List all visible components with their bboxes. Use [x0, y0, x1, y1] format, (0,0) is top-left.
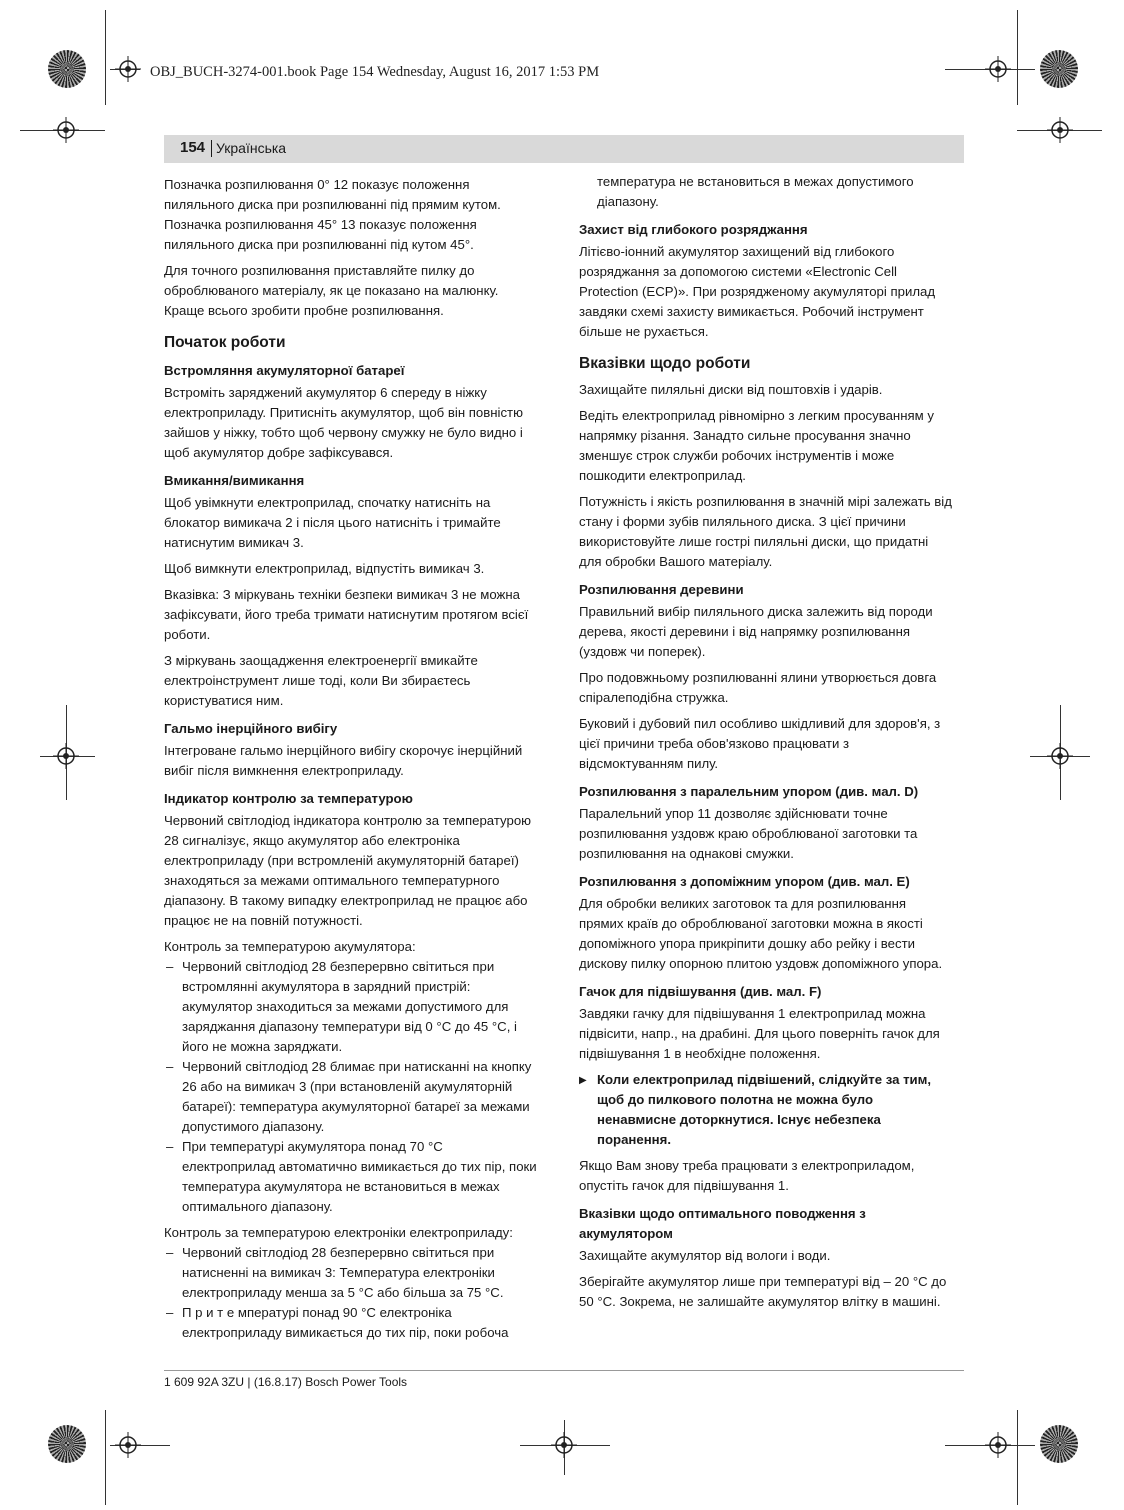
header-language: Українська: [216, 140, 287, 156]
registration-mark-icon: [551, 1432, 577, 1458]
paragraph: Позначка розпилювання 0° 12 показує положення пиляльного диска при розпилюванні під прямим кутом. Позначка розпилювання 45° 13 показує положення пиляльного диска при розпилюванні під кутом 45°.: [164, 177, 501, 252]
paragraph: Захищайте акумулятор від вологи і води.: [579, 1248, 831, 1263]
paragraph: Контроль за температурою електроніки електроприладу:: [164, 1225, 513, 1240]
header-divider: [211, 140, 212, 157]
list-item: – П р и т е мпературі понад 90 °C електроніка електроприладу вимикається до тих пір, поки робоча: [164, 1303, 539, 1343]
subheading: Встромляння акумуляторної батареї: [164, 363, 405, 378]
subheading: Вмикання/вимикання: [164, 473, 305, 488]
electronics-temperature-list: [164, 1243, 539, 1343]
paragraph: Якщо Вам знову треба працювати з електроприладом, опустіть гачок для підвішування 1.: [579, 1158, 915, 1193]
paragraph: З міркувань заощадження електроенергії вмикайте електроінструмент лише тоді, коли Ви збираєтесь користуватися ним.: [164, 653, 478, 708]
registration-mark-icon: [1047, 743, 1073, 769]
warning-note: ▶ Коли електроприлад підвішений, слідкуйте за тим, щоб до пилкового полотна не можна було ненавмисне доторкнутися. Існує небезпека поранення.: [579, 1070, 954, 1150]
page-header: [164, 135, 964, 163]
paragraph: температура не встановиться в межах допустимого діапазону.: [597, 174, 914, 209]
paragraph: Інтегроване гальмо інерційного вибігу скорочує інерційний вибіг після вимкнення електроприладу.: [164, 743, 523, 778]
page-footer: 1 609 92A 3ZU | (16.8.17) Bosch Power Tools: [164, 1375, 408, 1389]
paragraph: Потужність і якість розпилювання в значній мірі залежать від стану і форми зубів пиляльного диска. З цієї причини використовуйте лише гострі пиляльні диски, що придатні для обробки Вашого матеріалу.: [579, 494, 952, 569]
registration-mark-icon: [985, 56, 1011, 82]
footer-rule: [164, 1370, 964, 1371]
paragraph: Зберігайте акумулятор лише при температурі від – 20 °C до 50 °C. Зокрема, не залишайте акумулятор влітку в машині.: [579, 1274, 947, 1309]
subheading: Розпилювання деревини: [579, 582, 744, 597]
subheading: Гальмо інерційного вибігу: [164, 721, 338, 736]
paragraph: Паралельний упор 11 дозволяє здійснювати точне розпилювання уздовж краю оброблюваної заготовки та розпилювання на однакові смужки.: [579, 806, 918, 861]
color-target-icon: [1040, 1425, 1078, 1463]
paragraph: Про подовжньому розпилюванні ялини утворюється довга спіралеподібна стружка.: [579, 670, 937, 705]
paragraph: Щоб вимкнути електроприлад, відпустіть вимикач 3.: [164, 561, 485, 576]
subheading: Розпилювання з паралельним упором (див. мал. D): [579, 784, 919, 799]
list-item: – Червоний світлодіод 28 блимає при натисканні на кнопку 26 або на вимикач 3 (при встановленій акумуляторній батареї): температура акумуляторної батареї за межами допустимого діапазону.: [164, 1057, 539, 1137]
registration-mark-icon: [53, 743, 79, 769]
subheading: Розпилювання з допоміжним упором (див. мал. E): [579, 874, 910, 889]
registration-mark-icon: [115, 1432, 141, 1458]
paragraph: Літієво-іонний акумулятор захищений від глибокого розряджання за допомогою системи «Electronic Cell Protection (ECP)». При розрядженому акумуляторі прилад завдяки схемі захисту вимикається. Робочий інструмент більше не рухається.: [579, 244, 936, 339]
paragraph: Буковий і дубовий пил особливо шкідливий для здоров'я, з цієї причини треба обов'язково працювати з відсмоктуванням пилу.: [579, 716, 941, 771]
paragraph: Для точного розпилювання приставляйте пилку до оброблюваного матеріалу, як це показано на малюнку. Краще всього зробити пробне розпилювання.: [164, 263, 499, 318]
paragraph: Вказівка: З міркувань техніки безпеки вимикач 3 не можна зафіксувати, його треба тримати натиснутим протягом всієї роботи.: [164, 587, 529, 642]
crop-mark: [1017, 1410, 1018, 1505]
paragraph: Для обробки великих заготовок та для розпилювання прямих країв до оброблюваної заготовки можна в якості допоміжного упора прикріпити дошку або рейку і вести дискову пилку опорною плитою уздовж допоміжного упора.: [579, 896, 943, 971]
registration-mark-icon: [1047, 117, 1073, 143]
paragraph: Контроль за температурою акумулятора:: [164, 939, 416, 954]
paragraph: Червоний світлодіод індикатора контролю за температурою 28 сигналізує, якщо акумулятор або електроніка електроприладу (при встромленій акумуляторній батареї) знаходяться за межами оптимального температурного діапазону. В такому випадку електроприлад не працює або працює не на повній потужності.: [164, 813, 532, 928]
subheading: Захист від глибокого розряджання: [579, 222, 808, 237]
subheading: Гачок для підвішування (див. мал. F): [579, 984, 822, 999]
list-item: – Червоний світлодіод 28 безперервно світиться при натисненні на вимикач 3: Температура електроніки електроприладу менша за 5 °C або більша за 75 °C.: [164, 1243, 539, 1303]
registration-mark-icon: [115, 56, 141, 82]
color-target-icon: [1040, 50, 1078, 88]
color-target-icon: [48, 1425, 86, 1463]
crop-mark: [105, 1410, 106, 1505]
paragraph: Правильний вибір пиляльного диска залежить від породи дерева, якості деревини і від напрямку розпилювання (уздовж чи поперек).: [579, 604, 933, 659]
section-heading: Початок роботи: [164, 334, 286, 351]
paragraph: Встроміть заряджений акумулятор 6 спереду в ніжку електроприладу. Притисніть акумулятор, щоб він повністю зайшов у ніжку, тобто щоб червону смужку не було видно і щоб акумулятор добре зафіксувався.: [164, 385, 523, 460]
page-number: 154: [180, 139, 206, 156]
battery-temperature-list: [164, 957, 539, 1217]
left-column: [164, 175, 539, 1349]
paragraph: Захищайте пиляльні диски від поштовхів і ударів.: [579, 382, 883, 397]
crop-mark: [105, 10, 106, 105]
paragraph: Завдяки гачку для підвішування 1 електроприлад можна підвісити, напр., на драбині. Для цього поверніть гачок для підвішування 1 в необхідне положення.: [579, 1006, 940, 1061]
registration-mark-icon: [985, 1432, 1011, 1458]
color-target-icon: [48, 50, 86, 88]
right-column: [579, 172, 954, 1318]
list-item: – При температурі акумулятора понад 70 °C електроприлад автоматично вимикається до тих пір, поки температура акумулятора не встановиться в межах оптимального діапазону.: [164, 1137, 539, 1217]
subheading: Індикатор контролю за температурою: [164, 791, 413, 806]
paragraph: Ведіть електроприлад рівномірно з легким просуванням у напрямку різання. Занадто сильне просування значно зменшує строк служби робочих інструментів і може пошкодити електроприлад.: [579, 408, 934, 483]
section-heading: Вказівки щодо роботи: [579, 355, 751, 372]
registration-mark-icon: [53, 117, 79, 143]
subheading: Вказівки щодо оптимального поводження з акумулятором: [579, 1206, 866, 1241]
print-slug: OBJ_BUCH-3274-001.book Page 154 Wednesday, August 16, 2017 1:53 PM: [150, 64, 600, 80]
crop-mark: [1017, 10, 1018, 105]
paragraph: Щоб увімкнути електроприлад, спочатку натисніть на блокатор вимикача 2 і після цього натисніть і тримайте натиснутим вимикач 3.: [164, 495, 501, 550]
list-item: – Червоний світлодіод 28 безперервно світиться при встромлянні акумулятора в зарядний пристрій: акумулятор знаходиться за межами допустимого для заряджання діапазону температури від 0 °C до 45 °C, і його не можна заряджати.: [164, 957, 539, 1057]
